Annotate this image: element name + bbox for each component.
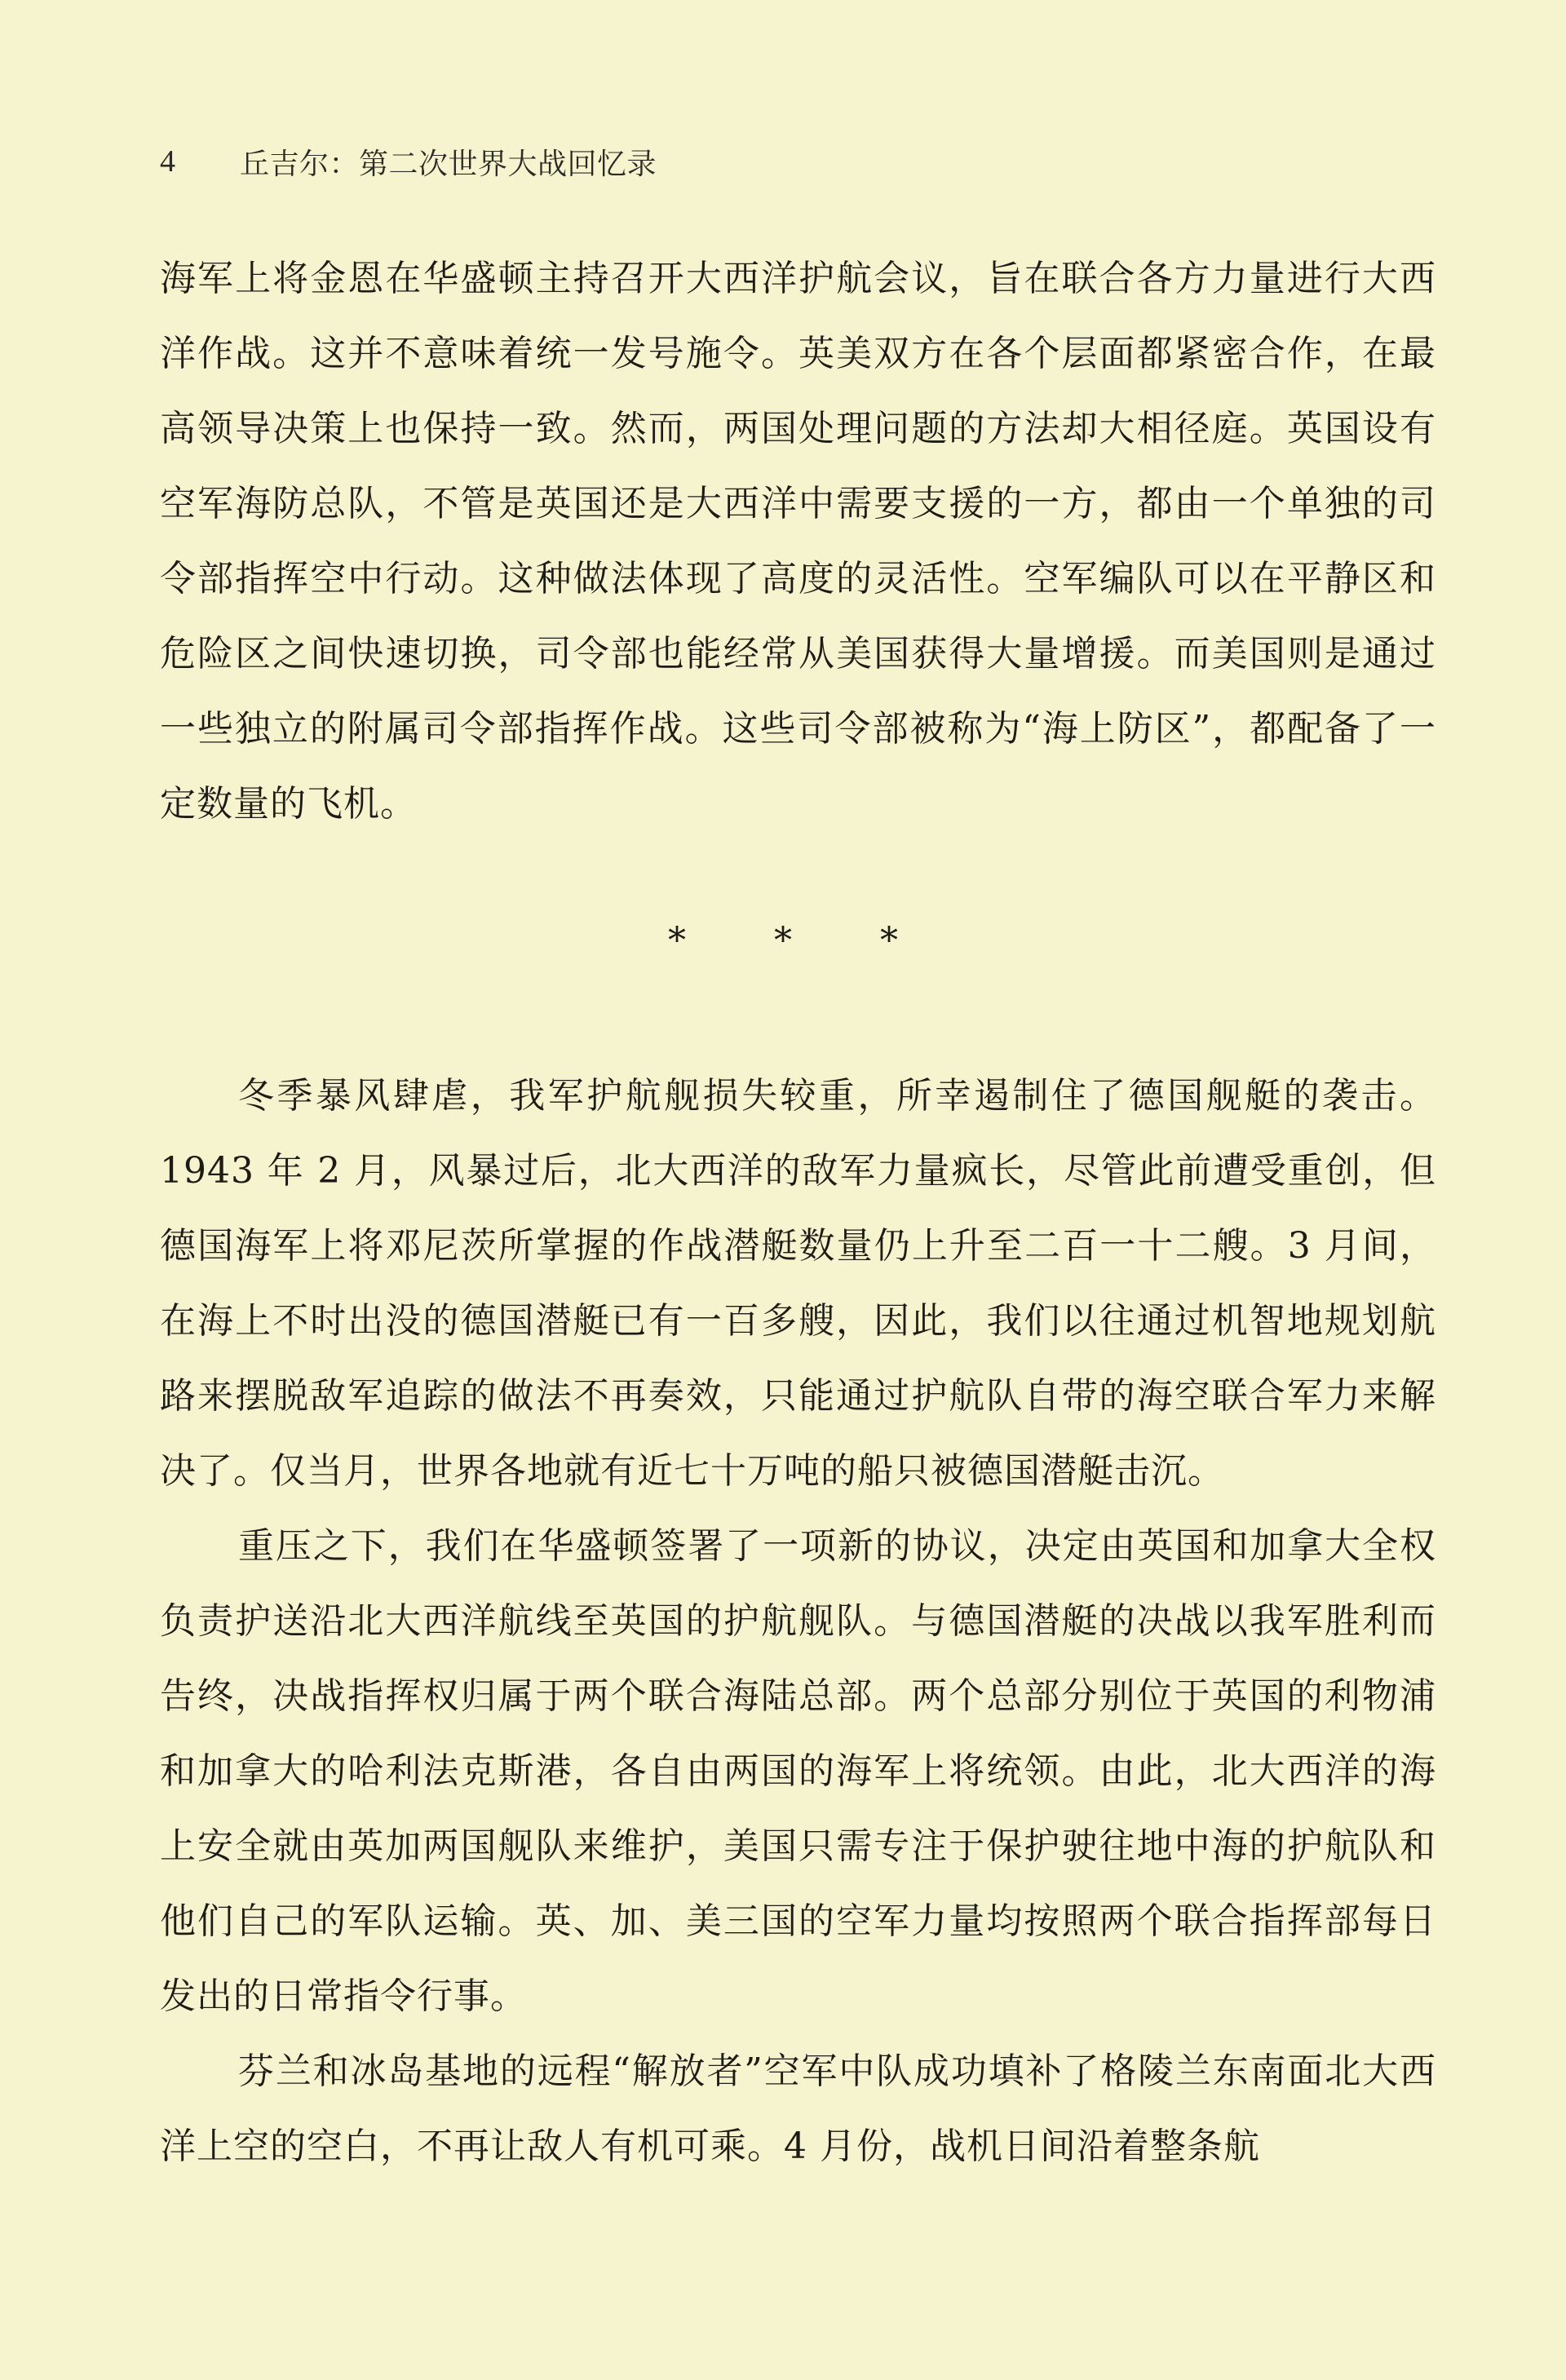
continued-paragraph-block (160, 241, 1436, 842)
paragraph-2: 重压之下，我们在华盛顿签署了一项新的协议，决定由英国和加拿大全权负责护送沿北大西洋航线至英国的护航舰队。与德国潜艇的决战以我军胜利而告终，决战指挥权归属于两个联合海陆总部。两个总部分别位于英国的利物浦和加拿大的哈利法克斯港，各自由两国的海军上将统领。由此，北大西洋的海上安全就由英加两国舰队来维护，美国只需专注于保护驶往地中海的护航队和他们自己的军队运输。英、加、美三国的空军力量均按照两个联合指挥部每日发出的日常指令行事。 (160, 1525, 1436, 2017)
book-title: 丘吉尔：第二次世界大战回忆录 (240, 147, 657, 181)
paragraph-continued: 海军上将金恩在华盛顿主持召开大西洋护航会议，旨在联合各方力量进行大西洋作战。这并不意味着统一发号施令。英美双方在各个层面都紧密合作，在最高领导决策上也保持一致。然而，两国处理问题的方法却大相径庭。英国设有空军海防总队，不管是英国还是大西洋中需要支援的一方，都由一个单独的司令部指挥空中行动。这种做法体现了高度的灵活性。空军编队可以在平静区和危险区之间快速切换，司令部也能经常从美国获得大量增援。而美国则是通过一些独立的附属司令部指挥作战。这些司令部被称为“海上防区”，都配备了一定数量的飞机。 (160, 258, 1436, 825)
section-break-asterisk: * (880, 920, 898, 962)
section-break-asterisk: * (774, 920, 792, 962)
paragraph-3: 芬兰和冰岛基地的远程“解放者”空军中队成功填补了格陵兰东南面北大西洋上空的空白，不再让敌人有机可乘。4 月份，战机日间沿着整条航 (160, 2050, 1436, 2167)
running-header (160, 137, 657, 186)
paragraph-1: 冬季暴风肆虐，我军护航舰损失较重，所幸遏制住了德国舰艇的袭击。1943 年 2 月，风暴过后，北大西洋的敌军力量疯长，尽管此前遭受重创，但德国海军上将邓尼茨所掌握的作战潜艇数量仍上升至二百一十二艘。3 月间，在海上不时出没的德国潜艇已有一百多艘，因此，我们以往通过机智地规划航路来摆脱敌军追踪的做法不再奏效，只能通过护航队自带的海空联合军力来解决了。仅当月，世界各地就有近七十万吨的船只被德国潜艇击沉。 (160, 1075, 1436, 1492)
section-break-asterisk: * (668, 920, 686, 962)
main-text-block (160, 1059, 1436, 2184)
page-number: 4 (160, 144, 175, 179)
section-break (0, 920, 1566, 977)
